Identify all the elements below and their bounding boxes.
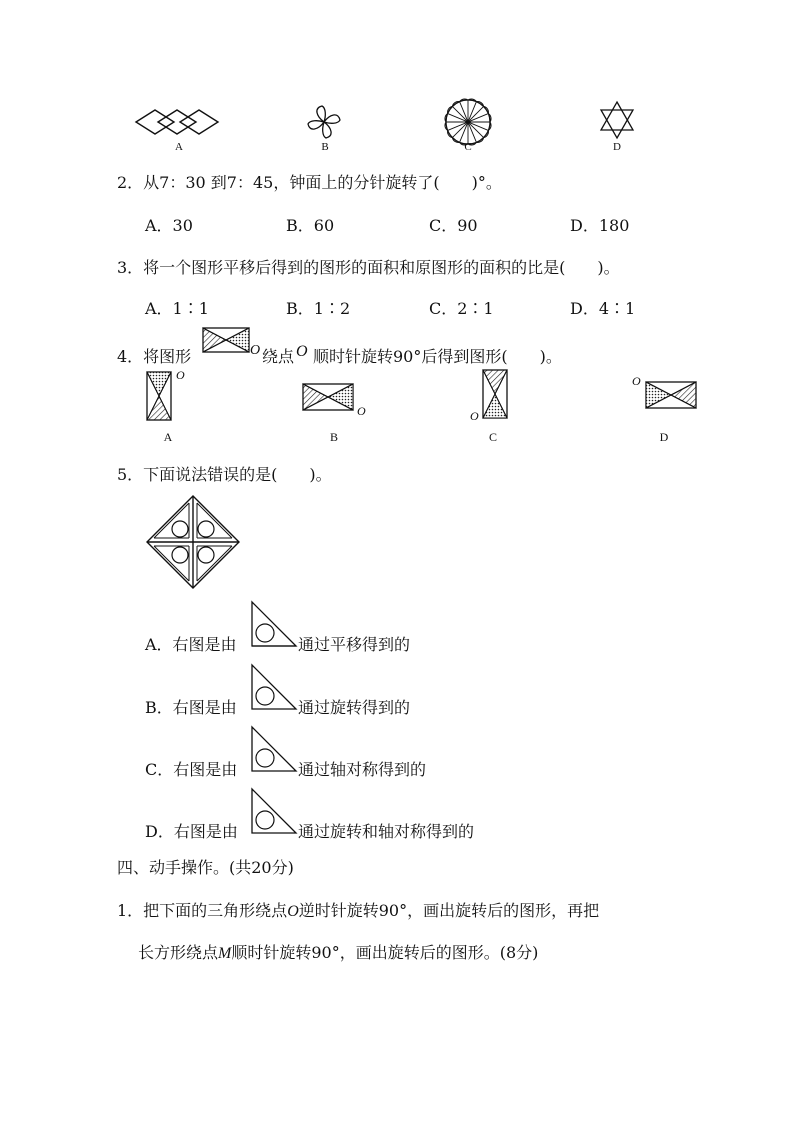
section4-q1-line2-a: 长方形绕点 xyxy=(138,943,219,962)
q2-option-d[interactable]: D．180 xyxy=(570,216,630,235)
q2-stem: 2．从7：30 到7：45，钟面上的分针旋转了( )°。 xyxy=(117,173,502,192)
figure-label-a: A xyxy=(175,141,183,153)
q4-suffix-a: 绕点 xyxy=(262,347,295,366)
q5-option-a-suffix: 通过平移得到的 xyxy=(298,635,411,654)
q5-option-c-prefix: C．右图是由 xyxy=(145,760,238,779)
figure-c-radial-circle xyxy=(444,98,492,146)
figure-a-rhombus-chain xyxy=(134,108,224,138)
figure-d-hexagram xyxy=(598,100,636,140)
q4-suffix-b: 顺时针旋转90°后得到图形( )。 xyxy=(313,347,562,366)
section4-q1-line1 xyxy=(117,898,599,921)
figure-label-b: B xyxy=(321,141,329,153)
q4-source-figure xyxy=(202,327,250,353)
q4-figure-label-c: C xyxy=(488,430,497,444)
q3-option-b[interactable]: B．1∶2 xyxy=(286,299,351,318)
q2-option-c[interactable]: C．90 xyxy=(429,216,478,235)
triangle-circle-icon xyxy=(250,787,298,835)
triangle-circle-icon xyxy=(250,725,298,773)
q4-prefix: 4．将图形 xyxy=(117,347,192,366)
q5-option-d-prefix: D．右图是由 xyxy=(145,822,238,841)
triangle-circle-icon xyxy=(250,600,298,648)
q2-option-a[interactable]: A．30 xyxy=(145,216,193,235)
q5-option-b-prefix: B．右图是由 xyxy=(145,698,237,717)
figure-label-d: D xyxy=(613,141,621,153)
q4-figure-a-point-o: O xyxy=(176,368,185,382)
q4-figure-b-point-o: O xyxy=(357,404,366,418)
section4-q1-line2-b: 顺时针旋转90°，画出旋转后的图形。(8分) xyxy=(231,943,539,962)
q5-option-a-prefix: A．右图是由 xyxy=(145,635,237,654)
q4-figure-a[interactable] xyxy=(146,371,174,421)
q4-figure-label-d: D xyxy=(659,430,669,444)
section4-q1-line1-a: 1．把下面的三角形绕点 xyxy=(117,901,288,920)
q4-point-o: O xyxy=(296,343,308,360)
q3-stem: 3．将一个图形平移后得到的图形的面积和原图形的面积的比是( )。 xyxy=(117,258,620,277)
q4-point-o-inline: O xyxy=(250,343,261,358)
section4-q1-line2 xyxy=(138,940,538,963)
figure-b-pinwheel xyxy=(306,104,342,140)
q4-figure-d[interactable] xyxy=(645,381,697,409)
q4-figure-c-point-o: O xyxy=(470,409,479,423)
point-m-label: M xyxy=(218,945,232,962)
q2-option-b[interactable]: B．60 xyxy=(286,216,335,235)
figure-label-c: C xyxy=(464,141,472,153)
q5-diamond-figure xyxy=(145,494,241,590)
section-heading: 四、动手操作。(共20分) xyxy=(117,858,294,877)
q3-option-c[interactable]: C．2∶1 xyxy=(429,299,494,318)
q3-option-a[interactable]: A．1∶1 xyxy=(145,299,209,318)
q4-figure-b[interactable] xyxy=(302,383,354,411)
triangle-circle-icon xyxy=(250,663,298,711)
q4-figure-c[interactable] xyxy=(482,369,510,419)
q5-option-d-suffix: 通过旋转和轴对称得到的 xyxy=(298,822,475,841)
q3-option-d[interactable]: D．4∶1 xyxy=(570,299,636,318)
q4-figure-label-a: A xyxy=(163,430,173,444)
section4-q1-line1-b: 逆时针旋转90°，画出旋转后的图形，再把 xyxy=(298,901,600,920)
q4-figure-label-b: B xyxy=(329,430,338,444)
q5-stem: 5．下面说法错误的是( )。 xyxy=(117,465,332,484)
q5-option-b-suffix: 通过旋转得到的 xyxy=(298,698,411,717)
q4-figure-d-point-o: O xyxy=(632,374,641,388)
q5-option-c-suffix: 通过轴对称得到的 xyxy=(298,760,427,779)
point-o-label: O xyxy=(287,903,299,920)
